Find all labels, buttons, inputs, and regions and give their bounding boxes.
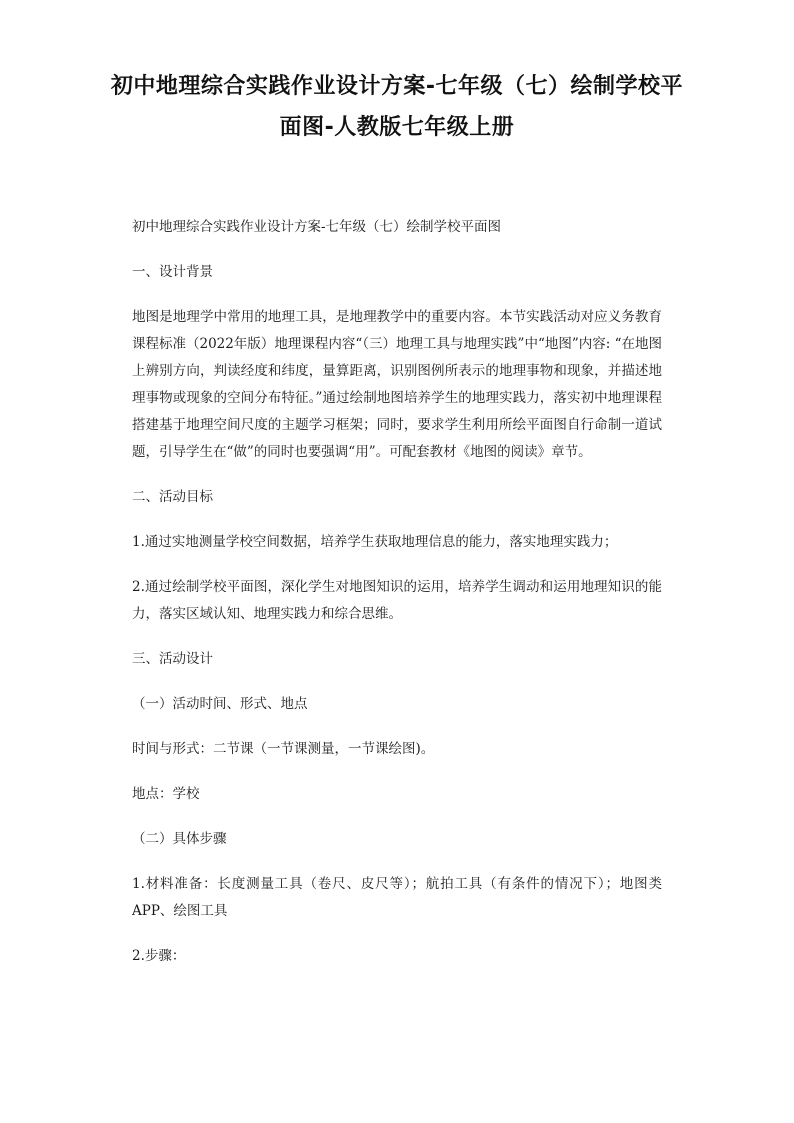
section-heading-goals: 二、活动目标 [132, 489, 213, 505]
document-title: 初中地理综合实践作业设计方案-七年级（七）绘制学校平面图-人教版七年级上册 [110, 74, 684, 140]
location: 地点：学校 [132, 786, 200, 802]
document-subtitle: 初中地理综合实践作业设计方案-七年级（七）绘制学校平面图 [132, 219, 502, 235]
section-heading-design: 三、活动设计 [132, 651, 213, 667]
goal-item-1: 1.通过实地测量学校空间数据，培养学生获取地理信息的能力，落实地理实践力； [132, 534, 618, 550]
background-paragraph: 地图是地理学中常用的地理工具，是地理教学中的重要内容。本节实践活动对应义务教育课程标准（2022年版）地理课程内容“（三）地理工具与地理实践”中“地图”内容: “在地图上辨别方向，判读经度和纬度，量算距离，识别图例所表示的地理事物和现象，并描述地理事物或现象的空间分布特征。”通过绘制地图培养学生的地理实践力，落实初中地理课程搭建基于地理空间尺度的主题学习框架；同时，要求学生利用所绘平面图自行命制一道试题，引导学生在“做”的同时也要强调“用”。可配套教材《地图的阅读》章节。 [132, 309, 662, 460]
section-heading-background: 一、设计背景 [132, 264, 213, 280]
document-body [132, 214, 662, 988]
steps-label: 2.步骤： [132, 948, 186, 964]
subsection-heading-steps: （二）具体步骤 [132, 831, 227, 847]
time-and-form: 时间与形式：二节课（一节课测量，一节课绘图)。 [132, 741, 435, 757]
materials-preparation: 1.材料准备：长度测量工具（卷尺、皮尺等）；航拍工具（有条件的情况下）；地图类APP、绘图工具 [132, 876, 662, 919]
goal-item-2: 2.通过绘制学校平面图，深化学生对地图知识的运用，培养学生调动和运用地理知识的能力，落实区域认知、地理实践力和综合思维。 [132, 579, 662, 622]
subsection-heading-time-place: （一）活动时间、形式、地点 [132, 696, 308, 712]
